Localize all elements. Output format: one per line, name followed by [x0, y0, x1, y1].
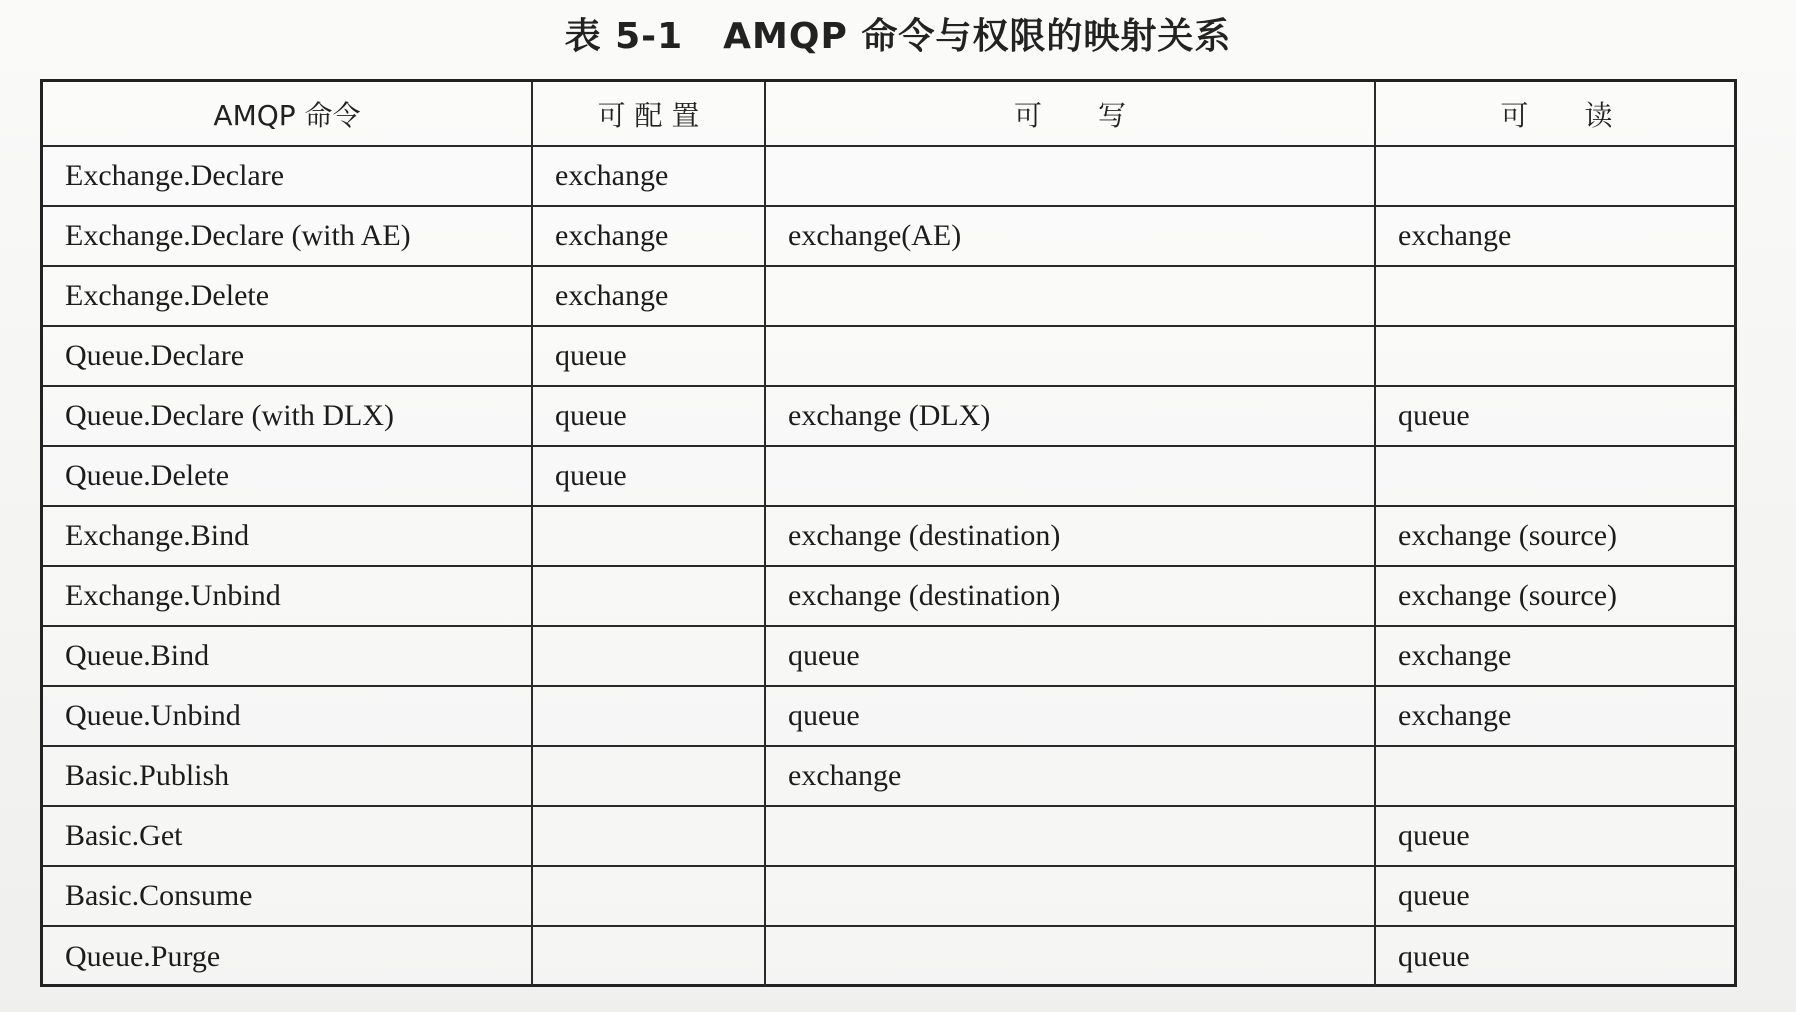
cell-read — [1375, 746, 1737, 806]
cell-command: Basic.Consume — [43, 866, 532, 926]
table-row — [43, 686, 1737, 746]
cell-configure — [532, 806, 765, 866]
cell-command: Queue.Declare (with DLX) — [43, 386, 532, 446]
table-row — [43, 566, 1737, 626]
header-write: 可 写 — [765, 82, 1375, 146]
cell-configure: exchange — [532, 206, 765, 266]
cell-write — [765, 806, 1375, 866]
cell-read — [1375, 326, 1737, 386]
cell-read — [1375, 146, 1737, 206]
cell-command: Queue.Unbind — [43, 686, 532, 746]
table-row — [43, 866, 1737, 926]
cell-command: Basic.Publish — [43, 746, 532, 806]
table-row — [43, 266, 1737, 326]
cell-read: queue — [1375, 866, 1737, 926]
permissions-table-container — [40, 79, 1737, 987]
cell-read: exchange — [1375, 686, 1737, 746]
cell-write: queue — [765, 686, 1375, 746]
header-command: AMQP 命令 — [43, 82, 532, 146]
cell-read: exchange (source) — [1375, 506, 1737, 566]
table-caption — [0, 8, 1796, 59]
cell-configure: exchange — [532, 146, 765, 206]
cell-read: queue — [1375, 386, 1737, 446]
table-title: AMQP 命令与权限的映射关系 — [723, 16, 1232, 57]
cell-command: Basic.Get — [43, 806, 532, 866]
cell-configure: exchange — [532, 266, 765, 326]
cell-command: Exchange.Unbind — [43, 566, 532, 626]
cell-write: exchange — [765, 746, 1375, 806]
cell-read: exchange (source) — [1375, 566, 1737, 626]
cell-command: Exchange.Bind — [43, 506, 532, 566]
header-configure: 可 配 置 — [532, 82, 765, 146]
header-read: 可 读 — [1375, 82, 1737, 146]
cell-command: Queue.Declare — [43, 326, 532, 386]
cell-write — [765, 446, 1375, 506]
table-row — [43, 326, 1737, 386]
table-row — [43, 386, 1737, 446]
table-row — [43, 446, 1737, 506]
cell-write: exchange(AE) — [765, 206, 1375, 266]
cell-command: Queue.Bind — [43, 626, 532, 686]
cell-command: Queue.Purge — [43, 926, 532, 986]
table-row — [43, 146, 1737, 206]
cell-write: exchange (destination) — [765, 506, 1375, 566]
cell-write — [765, 326, 1375, 386]
cell-configure: queue — [532, 326, 765, 386]
permissions-table — [43, 82, 1737, 986]
cell-write — [765, 266, 1375, 326]
cell-configure: queue — [532, 446, 765, 506]
cell-write — [765, 926, 1375, 986]
cell-command: Queue.Delete — [43, 446, 532, 506]
cell-read — [1375, 446, 1737, 506]
table-body — [43, 146, 1737, 986]
cell-command: Exchange.Declare — [43, 146, 532, 206]
cell-write: exchange (DLX) — [765, 386, 1375, 446]
cell-command: Exchange.Delete — [43, 266, 532, 326]
cell-read: exchange — [1375, 626, 1737, 686]
cell-write — [765, 146, 1375, 206]
cell-read: queue — [1375, 926, 1737, 986]
cell-read: exchange — [1375, 206, 1737, 266]
cell-configure: queue — [532, 386, 765, 446]
cell-write: queue — [765, 626, 1375, 686]
cell-configure — [532, 506, 765, 566]
cell-command: Exchange.Declare (with AE) — [43, 206, 532, 266]
table-header-row — [43, 82, 1737, 146]
cell-configure — [532, 566, 765, 626]
cell-read: queue — [1375, 806, 1737, 866]
table-row — [43, 506, 1737, 566]
table-row — [43, 206, 1737, 266]
cell-configure — [532, 686, 765, 746]
cell-configure — [532, 866, 765, 926]
cell-configure — [532, 746, 765, 806]
cell-write: exchange (destination) — [765, 566, 1375, 626]
cell-write — [765, 866, 1375, 926]
table-row — [43, 926, 1737, 986]
table-number: 表 5-1 — [564, 16, 684, 57]
table-row — [43, 626, 1737, 686]
cell-configure — [532, 626, 765, 686]
cell-read — [1375, 266, 1737, 326]
table-row — [43, 806, 1737, 866]
table-row — [43, 746, 1737, 806]
cell-configure — [532, 926, 765, 986]
